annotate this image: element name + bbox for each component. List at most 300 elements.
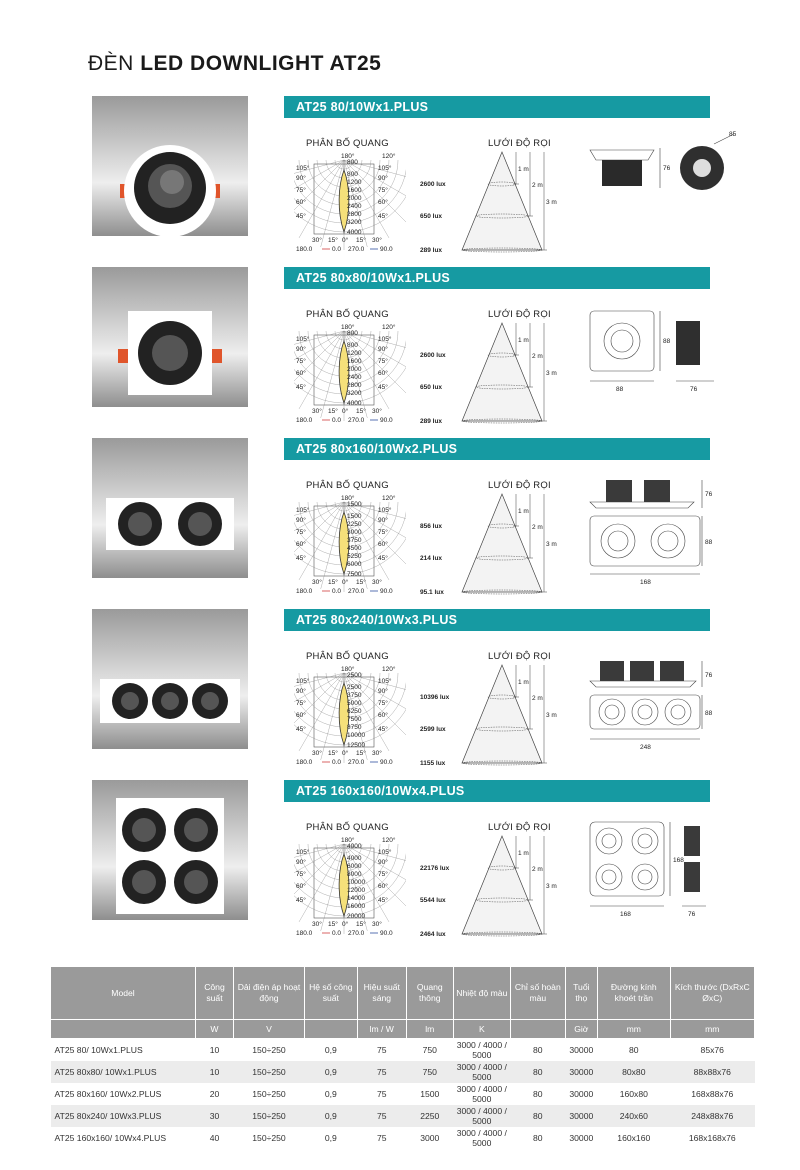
front-view-outline xyxy=(590,516,700,566)
polar-legend-label: 180.0 xyxy=(296,246,313,253)
polar-angle-label: 75° xyxy=(296,529,306,536)
polar-angle-label: 120° xyxy=(382,324,396,331)
table-cell: 40 xyxy=(209,1133,220,1143)
table-cell: 248x88x76 xyxy=(670,1105,754,1127)
polar-angle-label: 45° xyxy=(378,384,388,391)
side-view-outline xyxy=(590,681,696,687)
front-view-outline xyxy=(590,311,654,371)
polar-value-label: 3200 xyxy=(347,219,362,226)
table-cell: 1500 xyxy=(420,1089,440,1099)
polar-angle-label: 45° xyxy=(296,555,306,562)
table-cell: 20 xyxy=(209,1089,220,1099)
side-view-outline xyxy=(590,502,694,508)
table-cell: 0,9 xyxy=(324,1133,337,1143)
polar-angle-label: 120° xyxy=(382,153,396,160)
polar-angle-label: 30° xyxy=(312,921,322,928)
polar-legend-label: 180.0 xyxy=(296,930,313,937)
polar-legend-label: 0.0 xyxy=(332,759,342,766)
polar-angle-label: 0° xyxy=(342,579,349,586)
lux-label: 289 lux xyxy=(420,418,443,425)
polar-value-label: 1600 xyxy=(347,187,362,194)
front-view-ring xyxy=(601,524,635,558)
lux-label: 5544 lux xyxy=(420,897,446,904)
product-name-bar: AT25 80x80/10Wx1.PLUS xyxy=(284,267,710,289)
spring-clip-icon xyxy=(212,349,222,363)
dimension-label: 88 xyxy=(705,710,713,717)
lux-label: 2464 lux xyxy=(420,931,446,938)
polar-value-label: 2250 xyxy=(347,521,362,528)
polar-angle-label: 15° xyxy=(356,579,366,586)
downlight-lens-icon xyxy=(128,512,152,536)
product-name-bar: AT25 160x160/10Wx4.PLUS xyxy=(284,780,710,802)
polar-angle-label: 45° xyxy=(296,384,306,391)
distance-label: 3 m xyxy=(546,541,557,548)
table-cell: 0,9 xyxy=(305,1105,358,1127)
downlight-lens-icon xyxy=(152,335,188,371)
grid-label: LƯỚI ĐỘ RỌI xyxy=(488,309,551,320)
polar-angle-label: 105° xyxy=(378,678,392,685)
polar-angle-label: 15° xyxy=(328,408,338,415)
lux-label: 856 lux xyxy=(420,523,443,530)
polar-angle-label: 30° xyxy=(372,579,382,586)
table-cell: AT25 80x80/ 10Wx1.PLUS xyxy=(51,1061,196,1083)
table-unit-cell: K xyxy=(453,1020,510,1039)
polar-value-label: 1200 xyxy=(347,179,362,186)
front-view-ring xyxy=(632,864,658,890)
polar-angle-label: 75° xyxy=(378,871,388,878)
distance-label: 1 m xyxy=(518,679,529,686)
polar-angle-label: 75° xyxy=(296,700,306,707)
polar-legend-label: 0.0 xyxy=(332,246,342,253)
front-view-ring xyxy=(596,828,622,854)
polar-value-label: 2500 xyxy=(347,672,362,679)
polar-value-label: 7500 xyxy=(347,716,362,723)
polar-angle-label: 15° xyxy=(328,921,338,928)
distribution-label: PHÂN BỐ QUANG xyxy=(306,309,389,320)
table-cell: AT25 80x240/ 10Wx3.PLUS xyxy=(51,1105,196,1127)
polar-value-label: 1200 xyxy=(347,350,362,357)
table-cell: 3000 / 4000 / 5000 xyxy=(456,1128,507,1148)
lux-label: 650 lux xyxy=(420,213,443,220)
heatsink-icon xyxy=(630,661,654,681)
table-row xyxy=(51,1039,755,1062)
lux-label: 10396 lux xyxy=(420,694,450,701)
polar-legend-label: 0.0 xyxy=(332,930,342,937)
side-view-heatsink-icon xyxy=(684,826,700,856)
dimension-label: 248 xyxy=(640,744,651,751)
dimension-drawing xyxy=(590,661,713,751)
table-unit-cell: lm xyxy=(406,1020,453,1039)
dimension-label: 168 xyxy=(640,579,651,586)
front-view-ring xyxy=(651,524,685,558)
table-cell: 30 xyxy=(196,1105,234,1127)
distance-label: 1 m xyxy=(518,850,529,857)
lux-label: 22176 lux xyxy=(420,865,450,872)
dimension-label: 88 xyxy=(616,386,624,393)
polar-angle-label: 45° xyxy=(378,726,388,733)
table-cell: 3000 / 4000 / 5000 xyxy=(456,1084,507,1104)
table-cell: 3000 / 4000 / 5000 xyxy=(453,1105,510,1127)
polar-angle-label: 105° xyxy=(296,507,310,514)
polar-angle-label: 45° xyxy=(296,213,306,220)
polar-angle-label: 45° xyxy=(378,897,388,904)
distance-label: 1 m xyxy=(518,508,529,515)
table-cell: 3000 / 4000 / 5000 xyxy=(453,1061,510,1083)
polar-angle-label: 60° xyxy=(378,541,388,548)
polar-angle-label: 105° xyxy=(296,678,310,685)
polar-angle-label: 180° xyxy=(341,666,355,673)
dimension-label: 76 xyxy=(705,672,713,679)
table-cell: 75 xyxy=(376,1045,387,1055)
dimension-label: 88 xyxy=(705,539,713,546)
polar-legend-label: 90.0 xyxy=(380,759,393,766)
grid-label: LƯỚI ĐỘ RỌI xyxy=(488,138,551,149)
polar-angle-label: 60° xyxy=(296,883,306,890)
table-cell: 150÷250 xyxy=(252,1045,286,1055)
polar-value-label: 2800 xyxy=(347,211,362,218)
spring-clip-icon xyxy=(118,349,128,363)
polar-angle-label: 75° xyxy=(378,358,388,365)
table-cell: 10 xyxy=(196,1061,234,1083)
polar-value-label: 8000 xyxy=(347,871,362,878)
table-cell: AT25 160x160/ 10Wx4.PLUS xyxy=(54,1133,167,1143)
distance-label: 2 m xyxy=(532,695,543,702)
polar-angle-label: 45° xyxy=(378,555,388,562)
polar-value-label: 6000 xyxy=(347,863,362,870)
downlight-lens-icon xyxy=(121,692,139,710)
front-view-ring-inner xyxy=(638,705,652,719)
table-unit-cell: mm xyxy=(670,1020,754,1039)
table-header-cell: Hiệu suất sáng xyxy=(357,967,406,1020)
lux-label: 95.1 lux xyxy=(420,589,444,596)
lux-label: 2599 lux xyxy=(420,726,446,733)
grid-label: LƯỚI ĐỘ RỌI xyxy=(488,651,551,662)
table-cell: 160x160 xyxy=(617,1133,651,1143)
product-photo xyxy=(92,438,248,578)
polar-legend-label: 180.0 xyxy=(296,588,313,595)
polar-angle-label: 105° xyxy=(378,336,392,343)
polar-legend-label: 270.0 xyxy=(348,417,365,424)
table-header-row xyxy=(51,967,755,1020)
polar-legend-label: 90.0 xyxy=(380,588,393,595)
table-header-cell: Quang thông xyxy=(406,967,453,1020)
polar-angle-label: 105° xyxy=(378,507,392,514)
polar-legend-label: 0.0 xyxy=(332,417,342,424)
polar-angle-label: 105° xyxy=(296,336,310,343)
distance-label: 2 m xyxy=(532,524,543,531)
polar-angle-label: 60° xyxy=(296,370,306,377)
polar-angle-label: 75° xyxy=(378,187,388,194)
polar-value-label: 800 xyxy=(347,342,358,349)
table-header-cell: Dải điện áp hoạt động xyxy=(233,967,304,1020)
table-cell: 150÷250 xyxy=(252,1089,286,1099)
polar-angle-label: 15° xyxy=(356,750,366,757)
table-cell: 168x88x76 xyxy=(691,1089,734,1099)
table-cell: 30000 xyxy=(569,1045,594,1055)
polar-angle-label: 0° xyxy=(342,750,349,757)
distance-label: 1 m xyxy=(518,337,529,344)
side-view-outline xyxy=(590,150,654,160)
product-section xyxy=(0,780,800,940)
downlight-lens-icon xyxy=(132,818,156,842)
downlight-lens-icon xyxy=(132,870,156,894)
polar-legend-label: 180.0 xyxy=(296,759,313,766)
table-row xyxy=(51,1061,755,1083)
polar-chart xyxy=(294,665,406,766)
polar-angle-label: 180° xyxy=(341,495,355,502)
table-row xyxy=(51,1083,755,1105)
polar-angle-label: 60° xyxy=(378,370,388,377)
polar-value-label: 800 xyxy=(347,330,358,337)
table-cell: 0,9 xyxy=(305,1061,358,1083)
grid-label: LƯỚI ĐỘ RỌI xyxy=(488,480,551,491)
polar-angle-label: 15° xyxy=(328,750,338,757)
polar-value-label: 3750 xyxy=(347,692,362,699)
polar-value-label: 6250 xyxy=(347,708,362,715)
downlight-lens-icon xyxy=(188,512,212,536)
lux-label: 289 lux xyxy=(420,247,443,254)
table-cell: 30000 xyxy=(565,1061,597,1083)
polar-angle-label: 45° xyxy=(296,897,306,904)
polar-legend-label: 180.0 xyxy=(296,417,313,424)
polar-value-label: 16000 xyxy=(347,903,366,910)
polar-angle-label: 15° xyxy=(356,921,366,928)
lux-label: 2600 lux xyxy=(420,352,446,359)
front-view-ring-inner xyxy=(605,705,619,719)
polar-angle-label: 90° xyxy=(378,517,388,524)
illuminance-cone xyxy=(420,665,557,767)
product-section xyxy=(0,609,800,769)
product-name-bar: AT25 80x160/10Wx2.PLUS xyxy=(284,438,710,460)
polar-value-label: 3750 xyxy=(347,537,362,544)
dimension-label: 76 xyxy=(688,911,696,918)
product-section xyxy=(0,96,800,256)
table-cell: 88x88x76 xyxy=(670,1061,754,1083)
title-prefix: ĐÈN xyxy=(88,52,134,75)
polar-value-label: 1500 xyxy=(347,513,362,520)
dimension-label: 76 xyxy=(705,491,713,498)
table-cell: 150÷250 xyxy=(233,1061,304,1083)
polar-angle-label: 60° xyxy=(378,199,388,206)
polar-chart xyxy=(294,152,406,253)
polar-angle-label: 60° xyxy=(296,712,306,719)
heatsink-icon xyxy=(660,661,684,681)
table-units-row xyxy=(51,1020,755,1039)
lux-label: 2600 lux xyxy=(420,181,446,188)
lens-center xyxy=(160,170,184,194)
polar-value-label: 20000 xyxy=(347,913,366,920)
table-cell: 80 xyxy=(533,1089,543,1099)
table-cell: 30000 xyxy=(565,1105,597,1127)
table-unit-cell: V xyxy=(233,1020,304,1039)
polar-angle-label: 30° xyxy=(372,408,382,415)
dimension-label: 168 xyxy=(620,911,631,918)
polar-value-label: 7500 xyxy=(347,571,362,578)
polar-value-label: 800 xyxy=(347,171,358,178)
table-header-cell: Tuổi thọ xyxy=(565,967,597,1020)
grid-label: LƯỚI ĐỘ RỌI xyxy=(488,822,551,833)
table-header-cell: Kích thước (DxRxC ØxC) xyxy=(670,967,754,1020)
dimension-label: 76 xyxy=(663,165,671,172)
polar-value-label: 10000 xyxy=(347,732,366,739)
polar-angle-label: 30° xyxy=(372,750,382,757)
polar-angle-label: 90° xyxy=(378,175,388,182)
table-cell: 30000 xyxy=(569,1089,594,1099)
table-cell: 85x76 xyxy=(700,1045,724,1055)
polar-angle-label: 75° xyxy=(378,529,388,536)
polar-value-label: 1600 xyxy=(347,358,362,365)
table-cell: 75 xyxy=(357,1105,406,1127)
table-cell: 75 xyxy=(376,1089,387,1099)
polar-legend-label: 270.0 xyxy=(348,759,365,766)
polar-angle-label: 75° xyxy=(296,871,306,878)
polar-legend-label: 270.0 xyxy=(348,588,365,595)
polar-angle-label: 180° xyxy=(341,837,355,844)
polar-angle-label: 0° xyxy=(342,921,349,928)
polar-angle-label: 105° xyxy=(296,849,310,856)
table-unit-cell xyxy=(305,1020,358,1039)
polar-angle-label: 30° xyxy=(312,750,322,757)
product-section xyxy=(0,267,800,427)
page-title xyxy=(88,52,381,76)
polar-angle-label: 90° xyxy=(378,688,388,695)
distance-label: 2 m xyxy=(532,866,543,873)
table-cell: 750 xyxy=(422,1045,437,1055)
polar-angle-label: 60° xyxy=(378,883,388,890)
dimension-drawing xyxy=(590,480,713,586)
product-name-bar: AT25 80/10Wx1.PLUS xyxy=(284,96,710,118)
side-view-heatsink-icon xyxy=(676,321,700,365)
front-view-ring-inner xyxy=(608,531,628,551)
distance-label: 3 m xyxy=(546,883,557,890)
front-view-ring xyxy=(665,699,691,725)
polar-legend-label: 90.0 xyxy=(380,930,393,937)
front-view-ring-inner xyxy=(671,705,685,719)
polar-angle-label: 75° xyxy=(296,358,306,365)
dimension-label: 76 xyxy=(690,386,698,393)
polar-angle-label: 60° xyxy=(296,541,306,548)
table-cell: 80 xyxy=(533,1133,543,1143)
dimension-label: 85 xyxy=(729,131,737,138)
polar-angle-label: 105° xyxy=(378,849,392,856)
distribution-label: PHÂN BỐ QUANG xyxy=(306,138,389,149)
side-view-heatsink-icon xyxy=(684,862,700,892)
table-cell: 3000 xyxy=(420,1133,440,1143)
front-view-ring-inner xyxy=(611,330,633,352)
polar-value-label: 3000 xyxy=(347,529,362,536)
downlight-lens-icon xyxy=(184,818,208,842)
polar-value-label: 4500 xyxy=(347,545,362,552)
product-section xyxy=(0,438,800,598)
polar-angle-label: 45° xyxy=(378,213,388,220)
downlight-lens-icon xyxy=(201,692,219,710)
table-cell: 80x80 xyxy=(598,1061,670,1083)
polar-value-label: 5250 xyxy=(347,553,362,560)
polar-angle-label: 75° xyxy=(378,700,388,707)
table-unit-cell: W xyxy=(196,1020,234,1039)
polar-chart xyxy=(294,323,406,424)
distance-label: 3 m xyxy=(546,370,557,377)
distribution-label: PHÂN BỐ QUANG xyxy=(306,651,389,662)
table-unit-cell xyxy=(511,1020,566,1039)
downlight-lens-icon xyxy=(184,870,208,894)
polar-angle-label: 30° xyxy=(312,237,322,244)
table-cell: 10 xyxy=(209,1045,220,1055)
polar-angle-label: 180° xyxy=(341,324,355,331)
front-view-ring-inner xyxy=(638,870,652,884)
polar-angle-label: 90° xyxy=(296,517,306,524)
polar-legend-label: 270.0 xyxy=(348,930,365,937)
polar-value-label: 8750 xyxy=(347,724,362,731)
product-photo xyxy=(92,267,248,407)
polar-angle-label: 105° xyxy=(378,165,392,172)
front-view-ring xyxy=(632,828,658,854)
polar-value-label: 2400 xyxy=(347,203,362,210)
table-header-cell: Công suất xyxy=(196,967,234,1020)
polar-value-label: 5000 xyxy=(347,700,362,707)
table-cell: 30000 xyxy=(569,1133,594,1143)
polar-angle-label: 75° xyxy=(296,187,306,194)
polar-legend-label: 90.0 xyxy=(380,246,393,253)
table-cell: AT25 80x160/ 10Wx2.PLUS xyxy=(54,1089,162,1099)
table-cell: 75 xyxy=(376,1133,387,1143)
table-body xyxy=(51,1039,755,1150)
polar-angle-label: 90° xyxy=(378,346,388,353)
table-unit-cell: Giờ xyxy=(565,1020,597,1039)
polar-angle-label: 45° xyxy=(296,726,306,733)
polar-value-label: 1500 xyxy=(347,501,362,508)
polar-angle-label: 30° xyxy=(312,579,322,586)
polar-chart xyxy=(294,494,406,595)
distance-label: 2 m xyxy=(532,353,543,360)
polar-angle-label: 15° xyxy=(356,237,366,244)
polar-angle-label: 15° xyxy=(328,579,338,586)
illuminance-cone xyxy=(420,152,557,254)
polar-value-label: 800 xyxy=(347,159,358,166)
polar-angle-label: 90° xyxy=(296,688,306,695)
polar-angle-label: 0° xyxy=(342,237,349,244)
distribution-label: PHÂN BỐ QUANG xyxy=(306,480,389,491)
front-view-outline xyxy=(590,822,664,896)
product-photo xyxy=(92,780,248,920)
heatsink-icon xyxy=(644,480,670,502)
table-row xyxy=(51,1127,755,1149)
product-photo xyxy=(92,609,248,749)
table-cell: 750 xyxy=(406,1061,453,1083)
table-cell: 3000 / 4000 / 5000 xyxy=(456,1040,507,1060)
heatsink-icon xyxy=(602,160,642,186)
dimension-label: 168 xyxy=(673,857,684,864)
polar-angle-label: 60° xyxy=(378,712,388,719)
table-cell: 2250 xyxy=(406,1105,453,1127)
front-view-ring xyxy=(632,699,658,725)
polar-value-label: 12500 xyxy=(347,742,366,749)
polar-angle-label: 60° xyxy=(296,199,306,206)
heatsink-icon xyxy=(606,480,632,502)
polar-value-label: 2400 xyxy=(347,374,362,381)
polar-angle-label: 30° xyxy=(372,237,382,244)
distance-label: 3 m xyxy=(546,712,557,719)
dimension-drawing xyxy=(590,311,714,393)
polar-legend-label: 0.0 xyxy=(332,588,342,595)
lux-label: 650 lux xyxy=(420,384,443,391)
table-row xyxy=(51,1105,755,1127)
table-cell: AT25 80/ 10Wx1.PLUS xyxy=(54,1045,143,1055)
polar-value-label: 2800 xyxy=(347,382,362,389)
illuminance-cone xyxy=(420,836,557,938)
polar-angle-label: 90° xyxy=(296,859,306,866)
table-cell: 75 xyxy=(357,1061,406,1083)
